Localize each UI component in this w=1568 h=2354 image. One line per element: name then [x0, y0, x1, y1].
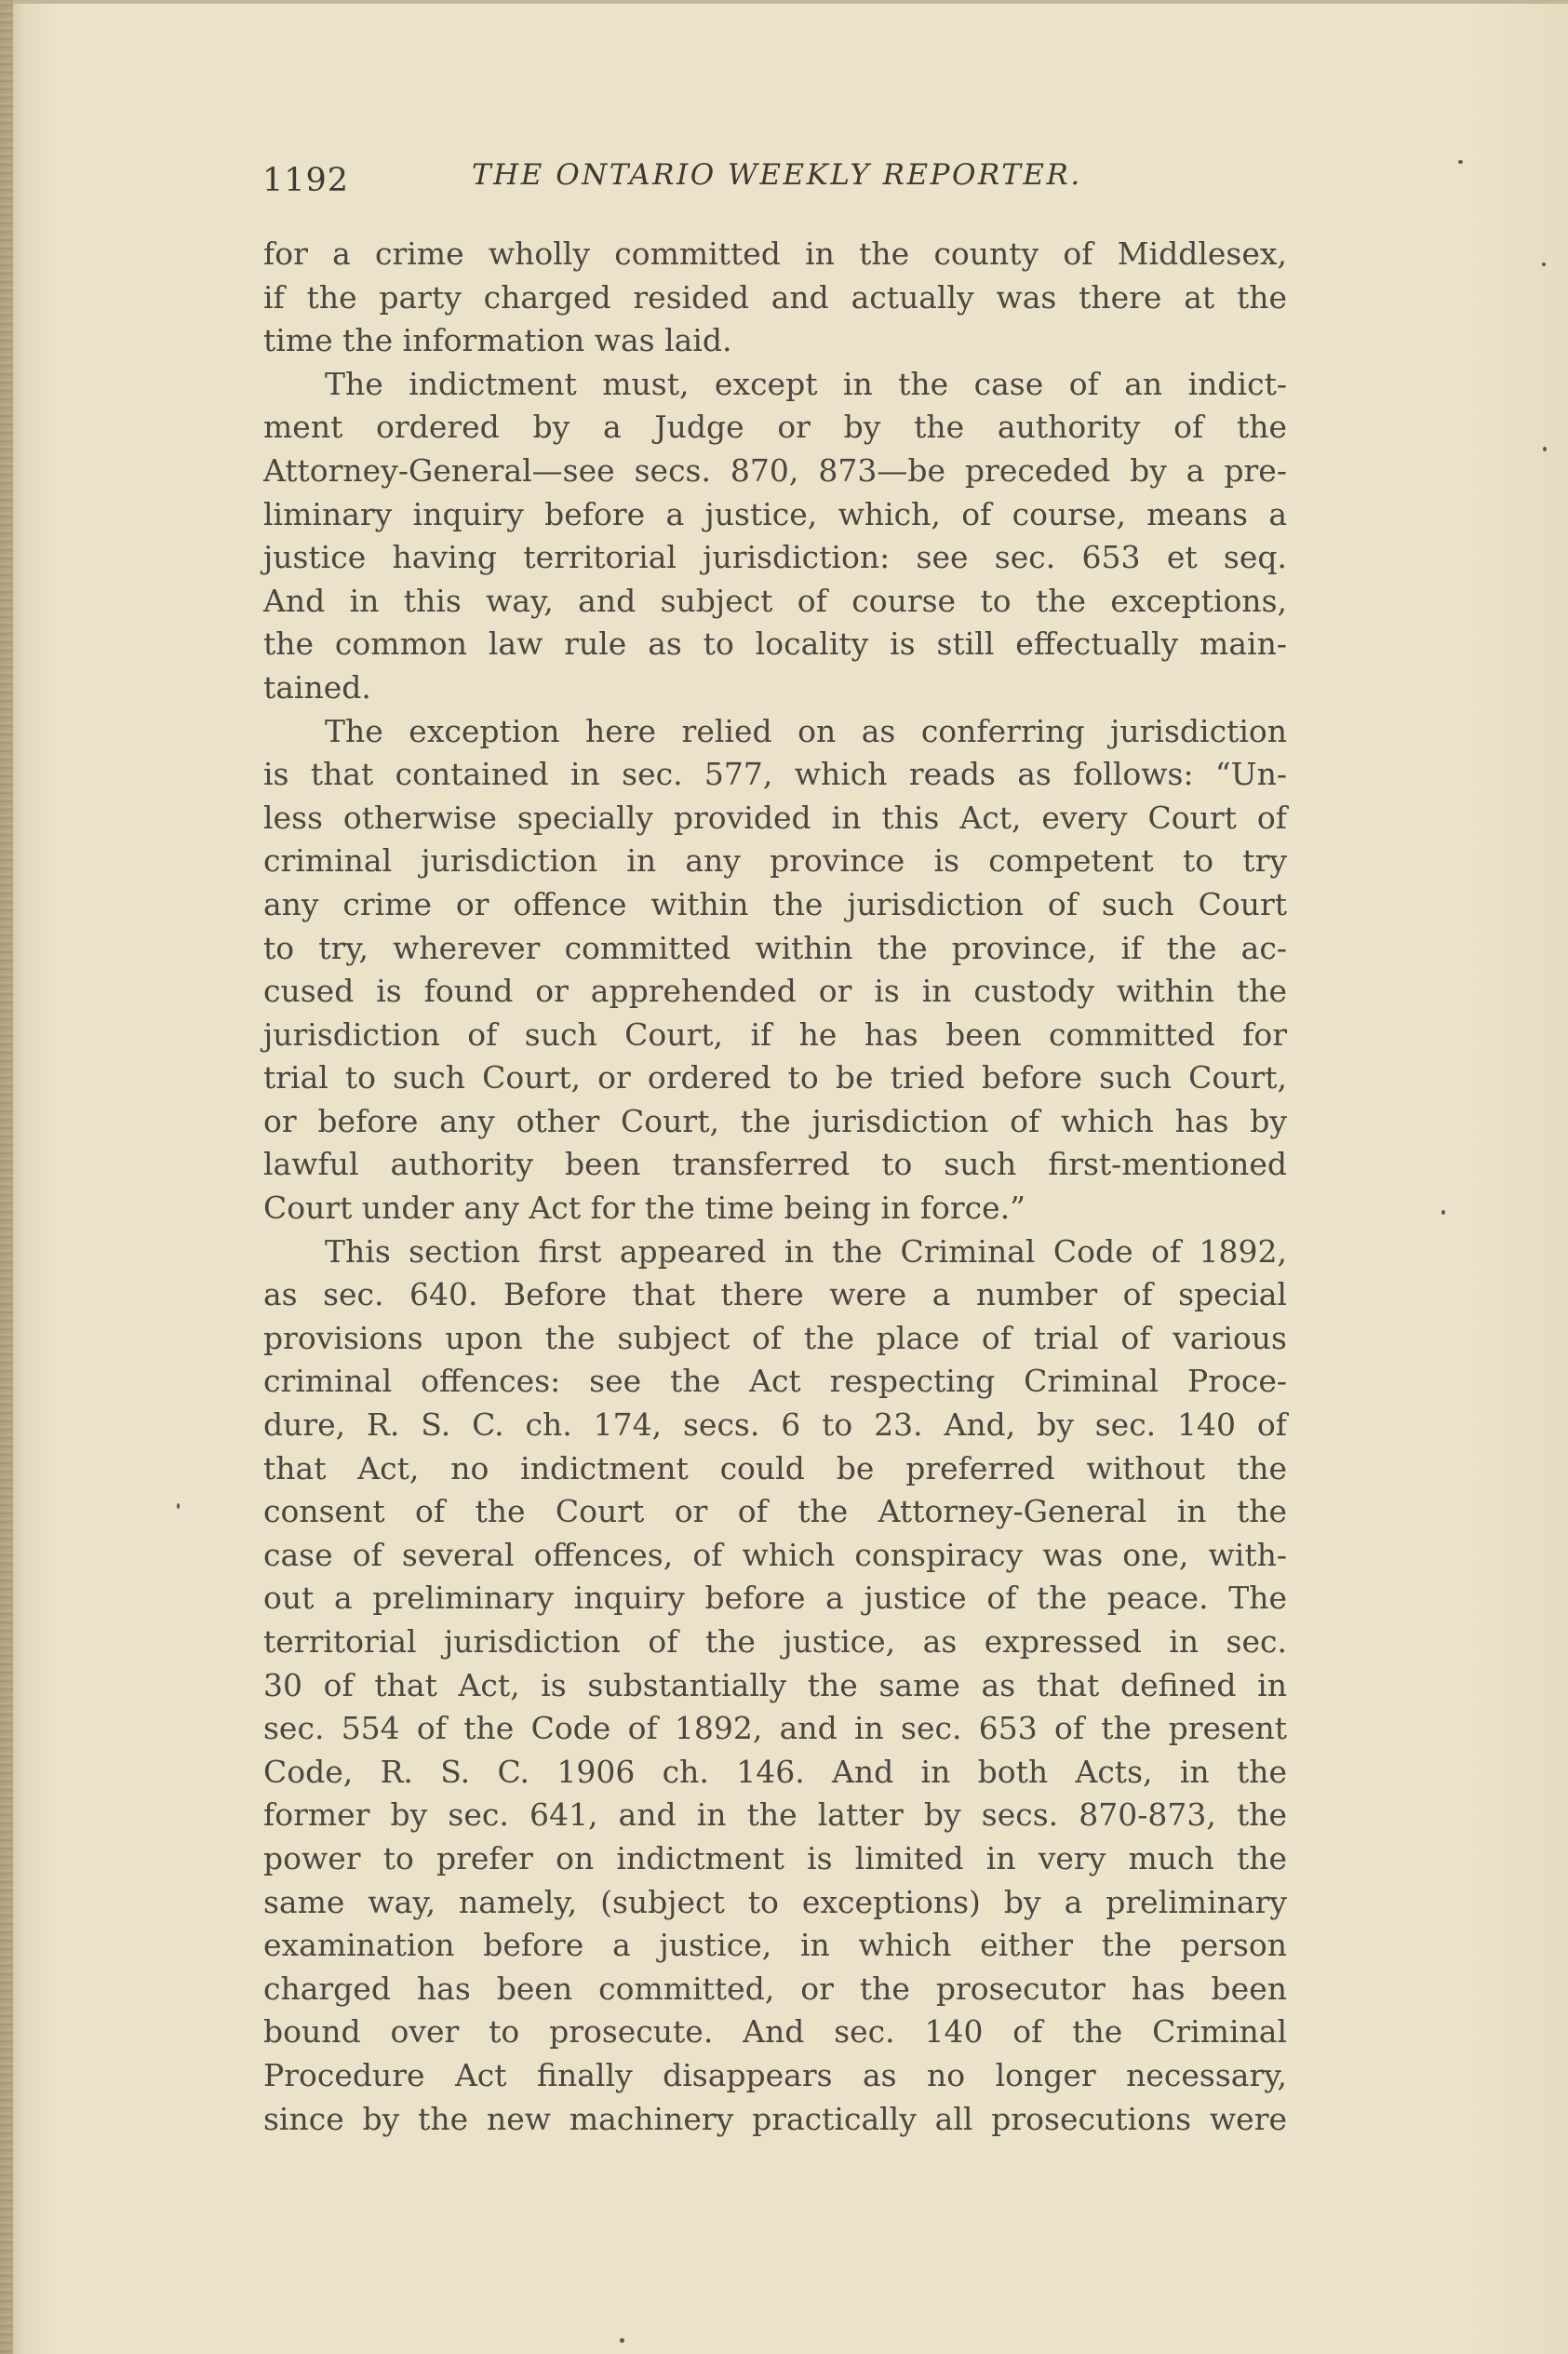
text-line: The indictment must, except in the case of an indict- [325, 365, 1287, 402]
text-line: lawful authority been transferred to such first-mentioned [263, 1146, 1287, 1183]
paper-speck [1542, 262, 1546, 266]
text-line: criminal jurisdiction in any province is competent to try [263, 842, 1287, 880]
text-line: criminal offences: see the Act respecting Criminal Proce- [263, 1363, 1287, 1400]
text-line: liminary inquiry before a justice, which, of course, means a [263, 495, 1287, 532]
text-line: consent of the Court or of the Attorney-General in the [263, 1493, 1287, 1530]
text-line: Attorney-General—see secs. 870, 873—be preceded by a pre- [263, 451, 1287, 489]
text-line: since by the new machinery practically all prosecutions were [263, 2100, 1287, 2137]
text-line: justice having territorial jurisdiction: see sec. 653 et seq. [263, 539, 1287, 576]
text-line: charged has been committed, or the prosecutor has been [263, 1970, 1287, 2007]
text-line: tained. [263, 668, 371, 706]
text-line: out a preliminary inquiry before a justice of the peace. The [263, 1580, 1287, 1617]
text-line: as sec. 640. Before that there were a number of special [263, 1276, 1287, 1313]
paper-speck [177, 1503, 180, 1509]
running-head [262, 151, 1286, 197]
text-line: same way, namely, (subject to exceptions) by a preliminary [263, 1883, 1287, 1920]
text-line: less otherwise specially provided in this Act, every Court of [263, 799, 1287, 836]
text-line: territorial jurisdiction of the justice, as expressed in sec. [263, 1623, 1287, 1660]
text-line: sec. 554 of the Code of 1892, and in sec. 653 of the present [263, 1710, 1287, 1747]
text-line: that Act, no indictment could be preferred without the [263, 1449, 1287, 1486]
text-line: jurisdiction of such Court, if he has been committed for [263, 1016, 1287, 1053]
page-number: 1192 [262, 162, 350, 199]
text-line: 30 of that Act, is substantially the same as that defined in [263, 1666, 1287, 1703]
text-line: time the information was laid. [263, 322, 732, 359]
text-line: power to prefer on indictment is limited in very much the [263, 1839, 1287, 1876]
paper-speck [620, 2338, 624, 2343]
paper-speck [1441, 1210, 1445, 1215]
page-top-edge [0, 0, 1568, 4]
binding-edge [0, 0, 13, 2354]
paper-speck [1458, 160, 1463, 164]
text-line: former by sec. 641, and in the latter by secs. 870-873, the [263, 1796, 1287, 1834]
text-line: ment ordered by a Judge or by the authority of the [263, 409, 1287, 446]
text-line: Code, R. S. C. 1906 ch. 146. And in both Acts, in the [263, 1753, 1287, 1790]
text-line: The exception here relied on as conferring jurisdiction [325, 712, 1287, 749]
text-line: any crime or offence within the jurisdiction of such Court [263, 885, 1287, 922]
text-line: examination before a justice, in which either the person [263, 1927, 1287, 1964]
body-text [263, 233, 1287, 2141]
text-line: cused is found or apprehended or is in custody within the [263, 973, 1287, 1010]
text-line: case of several offences, of which conspiracy was one, with- [263, 1536, 1287, 1573]
text-line: bound over to prosecute. And sec. 140 of the Criminal [263, 2013, 1287, 2051]
text-line: is that contained in sec. 577, which reads as follows: “Un- [263, 756, 1287, 793]
text-line: or before any other Court, the jurisdiction of which has by [263, 1102, 1287, 1139]
text-line: And in this way, and subject of course to the exceptions, [263, 582, 1287, 619]
text-line: provisions upon the subject of the place of trial of various [263, 1319, 1287, 1356]
journal-title: THE ONTARIO WEEKLY REPORTER. [472, 158, 1082, 192]
paper-speck [1543, 447, 1547, 451]
text-line: for a crime wholly committed in the county of Middlesex, [263, 235, 1287, 272]
text-line: This section first appeared in the Criminal Code of 1892, [325, 1232, 1287, 1270]
text-line: dure, R. S. C. ch. 174, secs. 6 to 23. And, by sec. 140 of [263, 1406, 1287, 1444]
text-line: to try, wherever committed within the province, if the ac- [263, 929, 1287, 966]
text-line: if the party charged resided and actually was there at the [263, 278, 1287, 316]
text-line: Procedure Act finally disappears as no longer necessary, [263, 2056, 1287, 2093]
text-line: trial to such Court, or ordered to be tried before such Court, [263, 1059, 1287, 1096]
text-line: the common law rule as to locality is still effectually main- [263, 625, 1287, 663]
text-line: Court under any Act for the time being in force.” [263, 1190, 1026, 1227]
